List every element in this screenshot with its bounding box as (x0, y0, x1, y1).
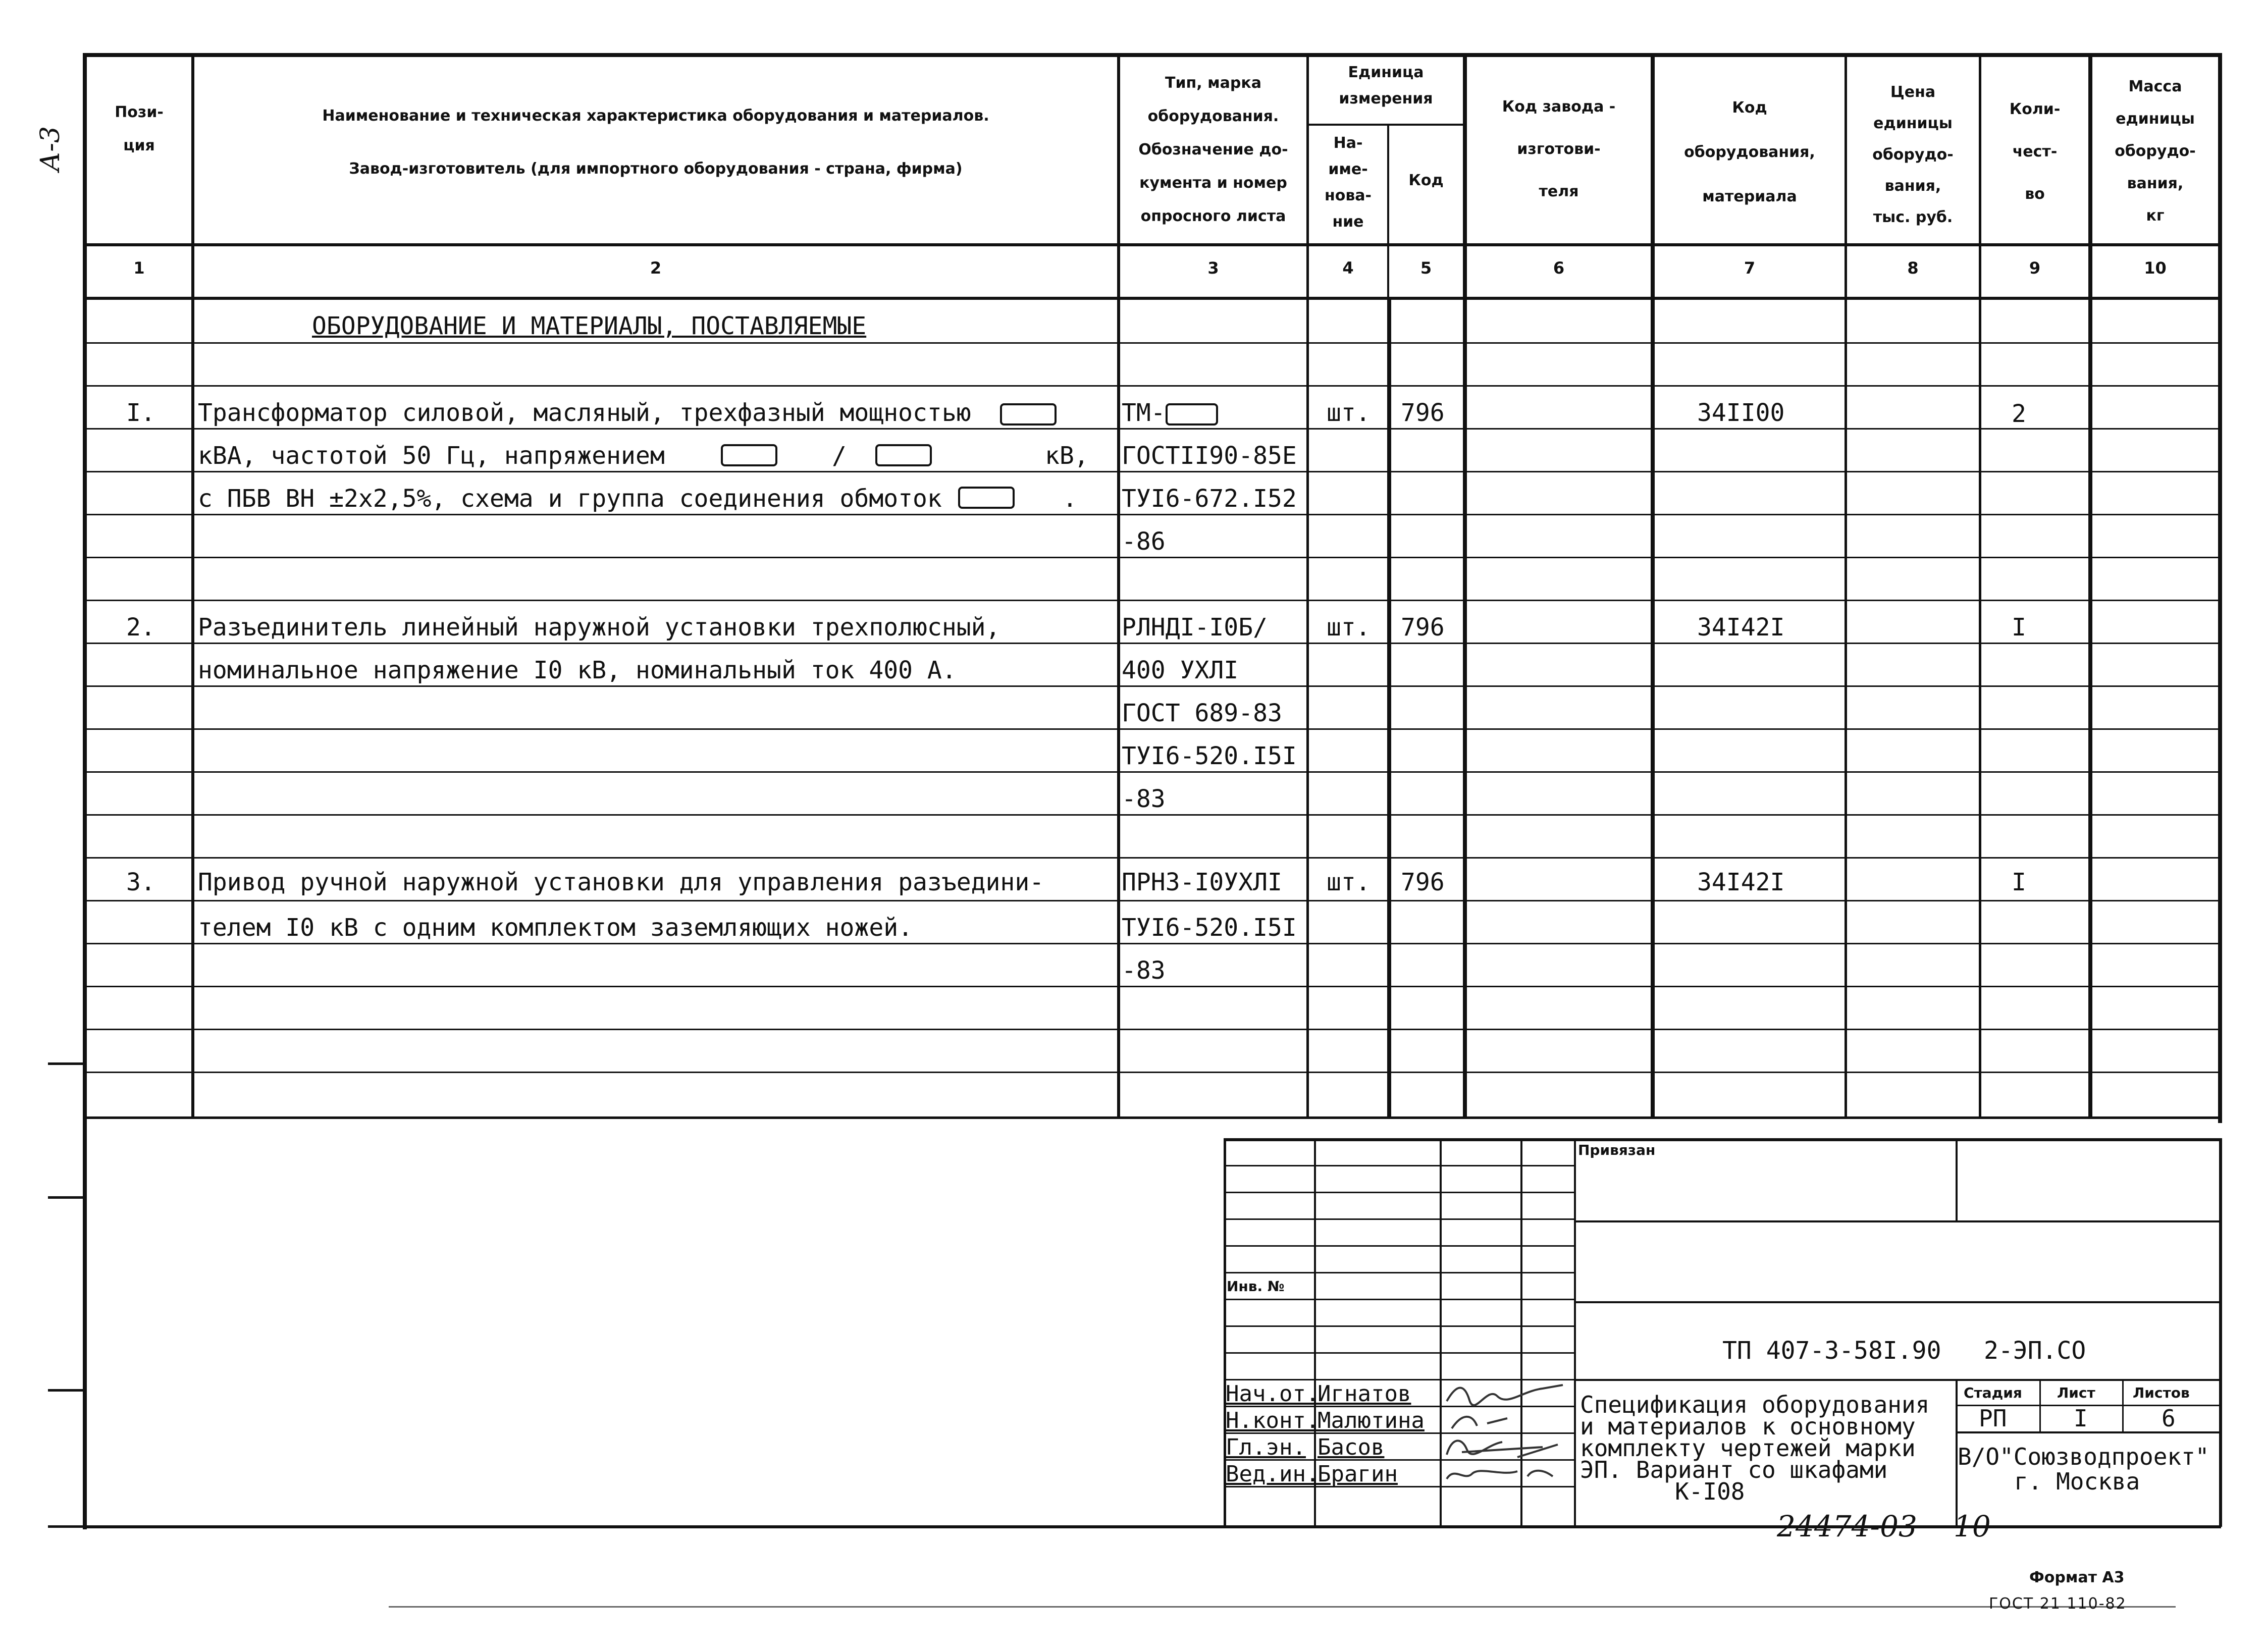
col-number-1: 1 (133, 258, 145, 278)
item-quantity: 2 (2012, 400, 2026, 428)
item-type: ПРНЗ-I0УХЛI (1122, 868, 1282, 896)
item-type: РЛНДI-I0Б/ (1122, 613, 1268, 642)
col-number-5: 5 (1420, 258, 1432, 278)
item-equipment-code: 34II00 (1697, 399, 1785, 427)
blank-field (721, 444, 777, 466)
item-unit-code: 796 (1401, 613, 1445, 642)
document-code: ТП 407-3-58I.90 (1722, 1337, 1941, 1365)
item-type: ТУI6-672.I52 (1122, 485, 1297, 513)
sheet-value: I (2074, 1405, 2088, 1432)
archive-page: 10 (1954, 1509, 1991, 1543)
col-number-10: 10 (2144, 258, 2167, 278)
stage-value: РП (1979, 1405, 2007, 1432)
drawing-title-line: и материалов к основному (1580, 1413, 1916, 1440)
item-unit: шт. (1327, 613, 1371, 642)
kv-unit: кВ, (1045, 442, 1089, 470)
item-quantity: I (2012, 613, 2026, 642)
blank-field (1166, 403, 1218, 425)
organization-city: г. Москва (2014, 1468, 2140, 1495)
item-type: -86 (1122, 527, 1166, 556)
line-end-dot: . (1063, 485, 1077, 513)
drawing-title-line: комплекту чертежей марки (1580, 1434, 1916, 1462)
item-type: -83 (1122, 785, 1166, 813)
item-type: -83 (1122, 956, 1166, 985)
col-number-2: 2 (650, 258, 662, 278)
item-type: ГОСТ 689-83 (1122, 699, 1282, 727)
header-type: Тип, марка оборудования. Обозначение до- кумента и номер опросного листа (1138, 74, 1288, 225)
header-price: Цена единицы оборудо- вания, тыс. руб. (1872, 83, 1954, 226)
col-number-8: 8 (1907, 258, 1919, 278)
stage-label: Стадия (1964, 1384, 2022, 1401)
gost-label: ГОСТ 21 110-82 (1989, 1595, 2127, 1613)
sheets-value: 6 (2162, 1405, 2176, 1432)
header-quantity: Коли- чест- во (2009, 100, 2061, 203)
slash: / (832, 442, 847, 470)
item-quantity: I (2012, 868, 2026, 896)
person-name: Малютина (1318, 1408, 1425, 1433)
drawing-title-line: Спецификация оборудования (1580, 1391, 1930, 1418)
drawing-title-line: К-I08 (1675, 1478, 1745, 1505)
header-equipment-code: Код оборудования, материала (1684, 99, 1815, 205)
sheet-label: Лист (2057, 1384, 2095, 1401)
item-description-line: Разъединитель линейный наружной установки трехполюсный, (198, 613, 1000, 642)
sheet-mark: 2-ЭП.СО (1984, 1337, 2086, 1365)
role-label: Гл.эн. (1226, 1434, 1306, 1460)
header-unit: Единица измерения (1339, 64, 1433, 108)
organization: В/О"Союзводпроект" (1958, 1443, 2209, 1470)
item-unit-code: 796 (1401, 868, 1445, 896)
side-label: А-3 (35, 126, 66, 172)
format-label: Формат А3 (2029, 1569, 2125, 1586)
item-type: ГОСТII90-85Е (1122, 442, 1297, 470)
role-label: Нач.от. (1226, 1381, 1320, 1407)
signature-2 (1442, 1408, 1568, 1434)
role-label: Вед.ин. (1226, 1461, 1320, 1487)
blank-field (1000, 403, 1057, 425)
person-name: Брагин (1318, 1461, 1398, 1487)
header-name-line2: Завод-изготовитель (для импортного оборудования - страна, фирма) (349, 160, 963, 178)
sheets-label: Листов (2133, 1384, 2190, 1401)
item-position: 2. (126, 613, 155, 642)
item-type: 400 УХЛI (1122, 656, 1239, 684)
header-factory-code: Код завода - изготови- теля (1502, 98, 1616, 200)
col-number-6: 6 (1553, 258, 1565, 278)
item-description-line: Привод ручной наружной установки для управления разъедини- (198, 868, 1044, 896)
header-name-line1: Наименование и техническая характеристика оборудования и материалов. (322, 107, 989, 125)
signature-1 (1442, 1381, 1568, 1407)
header-position: Пози- ция (115, 103, 164, 154)
archive-number: 24474-03 (1777, 1509, 1917, 1543)
section-title: ОБОРУДОВАНИЕ И МАТЕРИАЛЫ, ПОСТАВЛЯЕМЫЕ (312, 312, 867, 340)
item-unit: шт. (1327, 868, 1371, 896)
col-number-4: 4 (1342, 258, 1354, 278)
person-name: Игнатов (1318, 1381, 1411, 1407)
header-unit-code: Код (1408, 172, 1444, 189)
item-position: 3. (126, 868, 155, 896)
item-equipment-code: 34I42I (1697, 868, 1785, 896)
item-description-line: телем I0 кВ с одним комплектом заземляющих ножей. (198, 914, 913, 942)
header-mass: Масса единицы оборудо- вания, кг (2115, 78, 2196, 225)
item-type: ТМ- (1122, 398, 1218, 428)
item-unit: шт. (1327, 399, 1371, 427)
inventory-number-label: Инв. № (1227, 1278, 1285, 1295)
item-description-line: номинальное напряжение I0 кВ, номинальный ток 400 А. (198, 656, 957, 684)
blank-field (958, 487, 1015, 509)
person-name: Басов (1318, 1434, 1385, 1460)
privyazan-label: Привязан (1578, 1142, 1656, 1158)
item-equipment-code: 34I42I (1697, 613, 1785, 642)
item-position: I. (126, 399, 155, 427)
item-unit-code: 796 (1401, 399, 1445, 427)
header-unit-name: На- име- нова- ние (1324, 134, 1372, 231)
role-label: Н.конт. (1226, 1408, 1320, 1433)
item-type: ТУI6-520.I5I (1122, 914, 1297, 942)
item-description-line: кВА, частотой 50 Гц, напряжением (198, 442, 665, 470)
item-description-line: Трансформатор силовой, масляный, трехфазный мощностью (198, 398, 1057, 428)
col-number-7: 7 (1744, 258, 1756, 278)
drawing-title-line: ЭП. Вариант со шкафами (1580, 1456, 1888, 1483)
signature-4 (1442, 1461, 1568, 1487)
blank-field (875, 444, 932, 466)
signature-3 (1442, 1434, 1568, 1461)
col-number-9: 9 (2029, 258, 2041, 278)
col-number-3: 3 (1207, 258, 1219, 278)
item-description-line: с ПБВ ВН ±2х2,5%, схема и группа соединения обмоток (198, 485, 942, 513)
item-type: ТУI6-520.I5I (1122, 742, 1297, 770)
